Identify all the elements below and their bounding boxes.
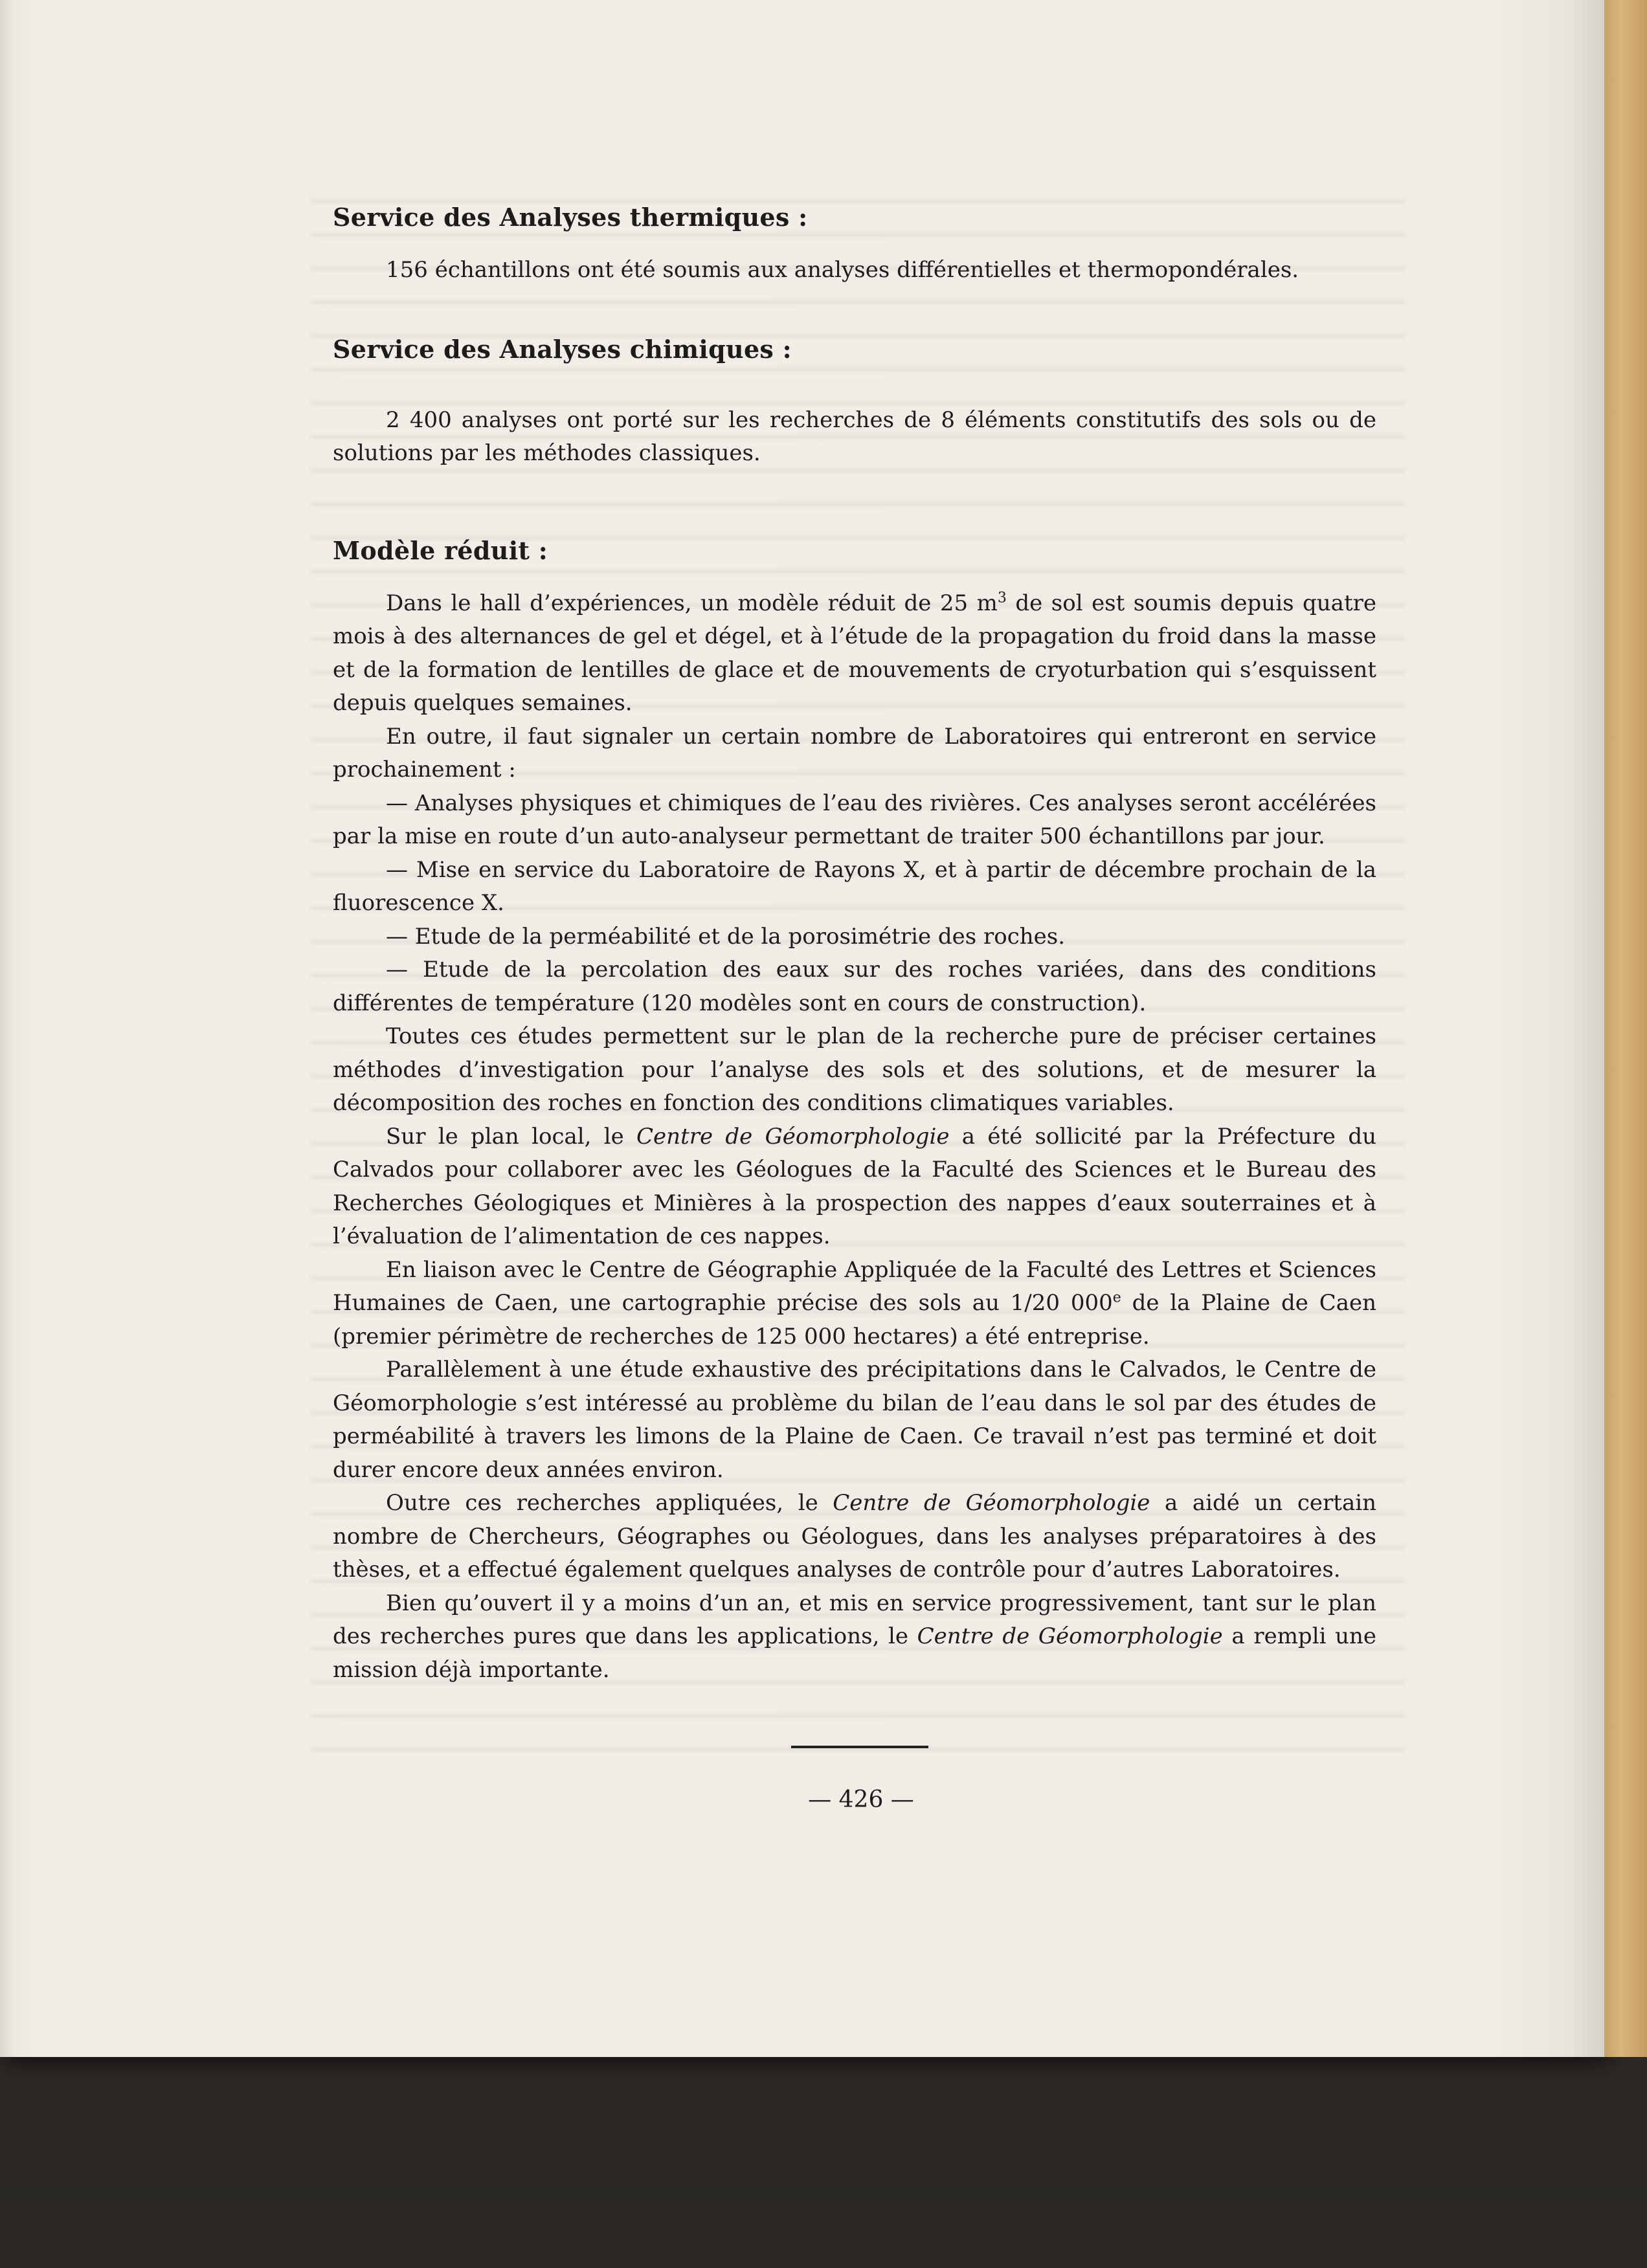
paragraph-parallelement: Parallèlement à une étude exhaustive des précipitations dans le Calvados, le Centre de Géomorphologie s’est intéressé au problème du bilan de l’eau dans le sol par des études de perméabilité à travers les limons de la Plaine de Caen. Ce travail n’est pas terminé et doit durer encore deux années environ. — [333, 1357, 1376, 1483]
heading-modele-reduit: Modèle réduit : — [333, 535, 548, 565]
page-number: — 426 — — [808, 1786, 914, 1813]
heading-analyses-thermiques: Service des Analyses thermiques : — [333, 203, 808, 232]
superscript: 3 — [997, 590, 1007, 606]
text-segment: Bien qu’ouvert il y a moins d’un an, et mis en service progressivement, tant sur le plan des recherches pures que dans les applications, le — [333, 1590, 1376, 1649]
paragraph-outre — [333, 1487, 1376, 1587]
text-segment: de la Plaine de Caen (premier périmètre de recherches de 125 000 hectares) a été entreprise. — [333, 1290, 1377, 1350]
heading-analyses-chimiques: Service des Analyses chimiques : — [333, 334, 792, 364]
paragraph-liaison — [333, 1254, 1376, 1354]
paragraph-etudes: Toutes ces études permettent sur le plan de la recherche pure de préciser certaines méthodes d’investigation pour l’analyse des sols et des solutions, et de mesurer la décomposition des roches en fonction des conditions climatiques variables. — [333, 1023, 1376, 1116]
text-segment: a rempli une mission déjà importante. — [333, 1623, 1376, 1683]
book-page-edge — [1604, 0, 1647, 2057]
separator-rule — [791, 1746, 928, 1748]
paragraph-thermiques: 156 échantillons ont été soumis aux analyses différentielles et thermopondérales. — [386, 257, 1299, 283]
text-segment: Outre ces recherches appliquées, le — [386, 1490, 833, 1516]
paragraph-modele-2: En outre, il faut signaler un certain nombre de Laboratoires qui entreront en service prochainement : — [333, 723, 1376, 783]
text-segment: Sur le plan local, le — [386, 1123, 637, 1150]
list-item-permeabilite: — Etude de la perméabilité et de la porosimétrie des roches. — [386, 923, 1066, 950]
italic-centre: Centre de Géomorphologie — [636, 1123, 950, 1150]
text-segment: Dans le hall d’expériences, un modèle réduit de 25 m — [386, 590, 998, 616]
text-segment: a aidé un certain nombre de Chercheurs, Géographes ou Géologues, dans les analyses préparatoires à des thèses, et a effectué également quelques analyses de contrôle pour d’autres Laboratoires. — [333, 1490, 1377, 1583]
list-item-rayons-x: — Mise en service du Laboratoire de Rayons X, et à partir de décembre prochain de la fluorescence X. — [333, 856, 1376, 916]
text-segment: de sol est soumis depuis quatre mois à des alternances de gel et dégel, et à l’étude de la propagation du froid dans la masse et de la formation de lentilles de glace et de mouvements de cryoturbation qui s’esquissent depuis quelques semaines. — [333, 590, 1376, 716]
paragraph-plan-local — [333, 1120, 1376, 1254]
italic-centre: Centre de Géomorphologie — [833, 1490, 1150, 1516]
paragraph-bien-qu-ouvert — [333, 1587, 1376, 1687]
list-item-eau: — Analyses physiques et chimiques de l’eau des rivières. Ces analyses seront accélérées par la mise en route d’un auto-analyseur permettant de traiter 500 échantillons par jour. — [333, 790, 1376, 849]
italic-centre: Centre de Géomorphologie — [917, 1623, 1223, 1649]
text-segment: En liaison avec le Centre de Géographie Appliquée de la Faculté des Lettres et Sciences Humaines de Caen, une cartographie précise des sols au 1/20 000 — [333, 1256, 1376, 1316]
paragraph-chimiques: 2 400 analyses ont porté sur les recherches de 8 éléments constitutifs des sols ou de solutions par les méthodes classiques. — [333, 406, 1376, 466]
superscript: e — [1112, 1289, 1121, 1306]
list-item-percolation: — Etude de la percolation des eaux sur des roches variées, dans des conditions différentes de température (120 modèles sont en cours de construction). — [333, 957, 1376, 1016]
paragraph-modele-1 — [333, 587, 1376, 720]
page-content — [333, 201, 1376, 1687]
text-segment: a été sollicité par la Préfecture du Calvados pour collaborer avec les Géologues de la Faculté des Sciences et le Bureau des Recherches Géologiques et Minières à la prospection des nappes d’eaux souterraines et à l’évaluation de l’alimentation de ces nappes. — [333, 1123, 1376, 1249]
